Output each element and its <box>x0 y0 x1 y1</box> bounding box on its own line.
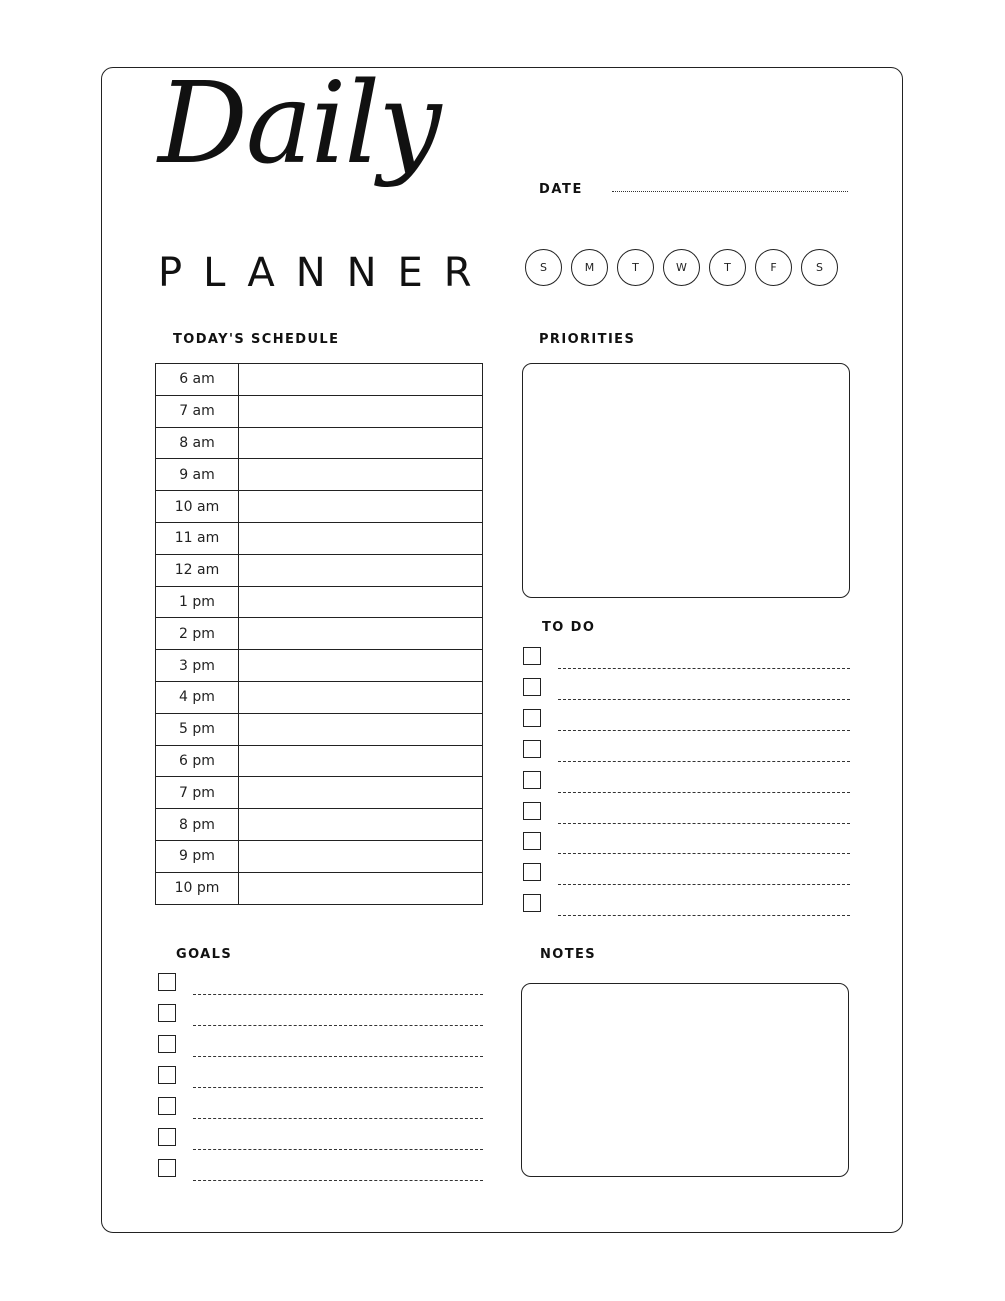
todo-line[interactable] <box>558 823 850 824</box>
goal-item <box>158 1066 483 1084</box>
schedule-label: TODAY'S SCHEDULE <box>173 332 340 347</box>
schedule-row <box>156 459 483 491</box>
todo-item <box>523 709 850 727</box>
schedule-entry[interactable] <box>239 745 483 777</box>
schedule-time: 8 pm <box>156 809 239 841</box>
todo-line[interactable] <box>558 668 850 669</box>
goal-item <box>158 1159 483 1177</box>
day-friday[interactable]: F <box>755 249 792 286</box>
schedule-row <box>156 650 483 682</box>
schedule-entry[interactable] <box>239 681 483 713</box>
schedule-row <box>156 427 483 459</box>
goal-line[interactable] <box>193 1118 483 1119</box>
schedule-row <box>156 745 483 777</box>
todo-checkbox[interactable] <box>523 863 541 881</box>
schedule-entry[interactable] <box>239 364 483 396</box>
schedule-row <box>156 809 483 841</box>
goal-item <box>158 973 483 991</box>
goal-checkbox[interactable] <box>158 1159 176 1177</box>
todo-line[interactable] <box>558 730 850 731</box>
todo-checkbox[interactable] <box>523 832 541 850</box>
goal-line[interactable] <box>193 1087 483 1088</box>
schedule-row <box>156 395 483 427</box>
schedule-row <box>156 522 483 554</box>
goal-checkbox[interactable] <box>158 1128 176 1146</box>
date-field[interactable] <box>612 191 848 192</box>
goal-line[interactable] <box>193 1056 483 1057</box>
schedule-time: 10 pm <box>156 872 239 904</box>
todo-line[interactable] <box>558 761 850 762</box>
schedule-row <box>156 491 483 523</box>
schedule-time: 3 pm <box>156 650 239 682</box>
schedule-time: 7 pm <box>156 777 239 809</box>
schedule-entry[interactable] <box>239 872 483 904</box>
schedule-time: 9 pm <box>156 840 239 872</box>
goal-item <box>158 1097 483 1115</box>
goals-label: GOALS <box>176 947 233 962</box>
schedule-time: 11 am <box>156 522 239 554</box>
schedule-time: 5 pm <box>156 713 239 745</box>
schedule-time: 6 am <box>156 364 239 396</box>
goal-checkbox[interactable] <box>158 1097 176 1115</box>
schedule-entry[interactable] <box>239 713 483 745</box>
todo-item <box>523 740 850 758</box>
goal-checkbox[interactable] <box>158 1004 176 1022</box>
goal-line[interactable] <box>193 1025 483 1026</box>
day-wednesday[interactable]: W <box>663 249 700 286</box>
todo-item <box>523 771 850 789</box>
schedule-time: 1 pm <box>156 586 239 618</box>
todo-checkbox[interactable] <box>523 802 541 820</box>
date-label: DATE <box>539 182 583 197</box>
schedule-time: 2 pm <box>156 618 239 650</box>
goal-item <box>158 1035 483 1053</box>
notes-box[interactable] <box>521 983 849 1177</box>
schedule-entry[interactable] <box>239 459 483 491</box>
goal-line[interactable] <box>193 1149 483 1150</box>
goal-line[interactable] <box>193 1180 483 1181</box>
day-monday[interactable]: M <box>571 249 608 286</box>
schedule-row <box>156 554 483 586</box>
todo-item <box>523 678 850 696</box>
todo-checkbox[interactable] <box>523 740 541 758</box>
schedule-row <box>156 777 483 809</box>
priorities-label: PRIORITIES <box>539 332 636 347</box>
todo-item <box>523 894 850 912</box>
goal-item <box>158 1128 483 1146</box>
todo-item <box>523 802 850 820</box>
schedule-entry[interactable] <box>239 427 483 459</box>
schedule-time: 8 am <box>156 427 239 459</box>
todo-item <box>523 863 850 881</box>
todo-checkbox[interactable] <box>523 647 541 665</box>
notes-label: NOTES <box>540 947 597 962</box>
todo-item <box>523 832 850 850</box>
todo-line[interactable] <box>558 699 850 700</box>
schedule-entry[interactable] <box>239 522 483 554</box>
schedule-row <box>156 364 483 396</box>
day-tuesday[interactable]: T <box>617 249 654 286</box>
schedule-entry[interactable] <box>239 809 483 841</box>
day-saturday[interactable]: S <box>801 249 838 286</box>
todo-checkbox[interactable] <box>523 771 541 789</box>
schedule-entry[interactable] <box>239 650 483 682</box>
title-daily: Daily <box>158 59 440 189</box>
todo-checkbox[interactable] <box>523 709 541 727</box>
schedule-entry[interactable] <box>239 491 483 523</box>
goal-checkbox[interactable] <box>158 1066 176 1084</box>
todo-line[interactable] <box>558 884 850 885</box>
todo-checkbox[interactable] <box>523 678 541 696</box>
priorities-box[interactable] <box>522 363 850 598</box>
schedule-time: 10 am <box>156 491 239 523</box>
schedule-time: 6 pm <box>156 745 239 777</box>
schedule-table <box>155 363 483 905</box>
schedule-entry[interactable] <box>239 586 483 618</box>
goal-item <box>158 1004 483 1022</box>
schedule-row <box>156 713 483 745</box>
todo-line[interactable] <box>558 853 850 854</box>
schedule-entry[interactable] <box>239 618 483 650</box>
schedule-time: 9 am <box>156 459 239 491</box>
schedule-entry[interactable] <box>239 777 483 809</box>
schedule-row <box>156 618 483 650</box>
todo-label: TO DO <box>542 620 596 635</box>
schedule-time: 12 am <box>156 554 239 586</box>
goal-checkbox[interactable] <box>158 973 176 991</box>
todo-line[interactable] <box>558 915 850 916</box>
schedule-entry[interactable] <box>239 395 483 427</box>
title-planner: PLANNER <box>158 250 493 296</box>
day-sunday[interactable]: S <box>525 249 562 286</box>
schedule-entry[interactable] <box>239 554 483 586</box>
todo-checkbox[interactable] <box>523 894 541 912</box>
schedule-row <box>156 840 483 872</box>
todo-line[interactable] <box>558 792 850 793</box>
goal-line[interactable] <box>193 994 483 995</box>
schedule-row <box>156 681 483 713</box>
day-thursday[interactable]: T <box>709 249 746 286</box>
goal-checkbox[interactable] <box>158 1035 176 1053</box>
schedule-row <box>156 872 483 904</box>
todo-item <box>523 647 850 665</box>
weekday-selector <box>525 249 838 286</box>
schedule-row <box>156 586 483 618</box>
schedule-entry[interactable] <box>239 840 483 872</box>
schedule-time: 7 am <box>156 395 239 427</box>
schedule-time: 4 pm <box>156 681 239 713</box>
